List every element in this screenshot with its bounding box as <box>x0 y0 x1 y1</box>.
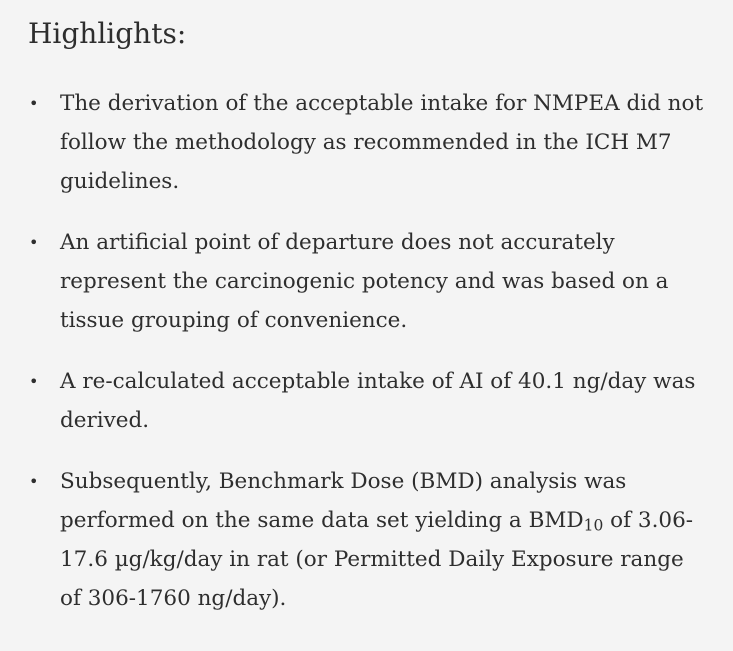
bullet-icon: • <box>29 233 39 252</box>
list-item-text-after: of 3.06-17.6 µg/kg/day in rat (or Permitted Daily Exposure range of 306-1760 ng/day). <box>60 508 694 611</box>
list-item <box>28 362 705 440</box>
list-item-text: A re-calculated acceptable intake of AI of 40.1 ng/day was derived. <box>60 369 696 433</box>
list-item-text <box>60 469 693 611</box>
highlights-list <box>28 84 705 618</box>
list-item <box>28 84 705 201</box>
highlights-heading: Highlights: <box>28 17 187 50</box>
list-item-text: An artificial point of departure does not accurately represent the carcinogenic potency and was based on a tissue grouping of convenience. <box>60 230 669 333</box>
bullet-icon: • <box>29 472 39 491</box>
bullet-icon: • <box>29 372 39 391</box>
bmd-subscript: 10 <box>583 516 604 535</box>
list-item <box>28 223 705 340</box>
bullet-icon: • <box>29 94 39 113</box>
list-item-text: The derivation of the acceptable intake for NMPEA did not follow the methodology as recommended in the ICH M7 guidelines. <box>60 91 704 194</box>
list-item-text-before: Subsequently, Benchmark Dose (BMD) analysis was performed on the same data set yielding a BMD <box>60 469 627 533</box>
list-item <box>28 462 705 618</box>
